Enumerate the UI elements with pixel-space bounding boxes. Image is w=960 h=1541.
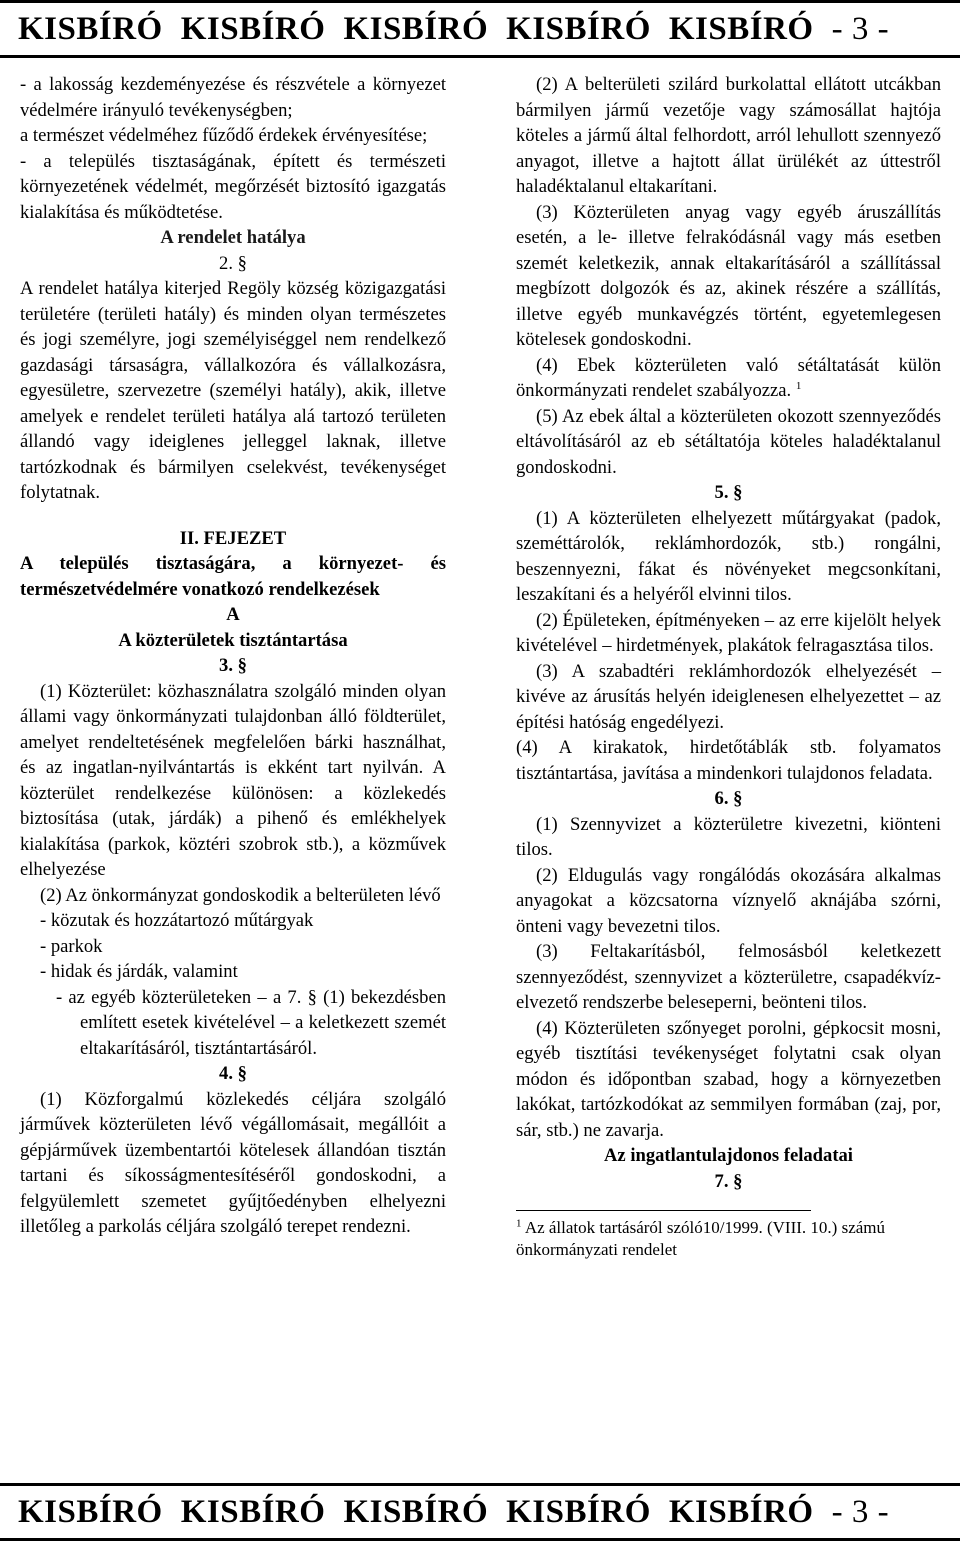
footnote-divider: [516, 1210, 811, 1211]
section-number-6: 6. §: [714, 788, 743, 809]
intro-item: a természet védelméhez fűződő érdekek érvényesítése;: [20, 125, 428, 146]
list-item: - hidak és járdák, valamint: [40, 961, 238, 982]
section-number-7: 7. §: [714, 1170, 743, 1192]
section-5-paragraph-1: (1) A közterületen elhelyezett műtárgyakat (padok, szeméttárolók, reklámhordozók, stb.) rongálni, beszennyezni, fákat és növényeket megcsonkítani, leszakítani és a helyéről elvinni tilos.: [516, 507, 941, 605]
header-banner: [0, 0, 960, 58]
footer-banner: [0, 1483, 960, 1541]
section-6-paragraph-1: (1) Szennyvizet a közterületre kivezetni, kiönteni tilos.: [516, 813, 941, 860]
section-4-paragraph-1: (1) Közforgalmú közlekedés céljára szolgáló járművek közterületen lévő végállomásait, megállóit a gépjárművek üzembentartói kötelesek állandóan tisztán tartani és síkosságmentesítéséről gondoskodni, a felgyülemlett szemetet gyűjtőedényben elhelyezni illetőleg a parkolás céljára szolgáló terepet rendezni.: [20, 1088, 446, 1237]
list-item: - parkok: [40, 935, 103, 957]
section-3-paragraph-2: (2) Az önkormányzat gondoskodik a belterületen lévő: [40, 884, 441, 906]
section-4-paragraph-3: (3) Közterületen anyag vagy egyéb áruszállítás esetén, a le- illetve felrakódásnál vagy más esetben szemét keletkezik, annak eltakarításáról a szállítással megbízott dolgozók és az, akinek részére a szállítás, illetve egyéb munkavégzés történt, egyetemlegesen kötelesek gondoskodni.: [516, 201, 941, 350]
intro-item: - a lakosság kezdeményezése és részvétele a környezet védelmére irányuló tevékenységben;: [20, 74, 446, 121]
chapter-number: II. FEJEZET: [179, 527, 287, 549]
list-item: - közutak és hozzátartozó műtárgyak: [40, 910, 314, 931]
section-number-4: 4. §: [219, 1063, 247, 1084]
footer-word: KISBÍRÓ: [506, 1493, 651, 1530]
section-6-paragraph-4: (4) Közterületen szőnyeget porolni, gépkocsit mosni, egyéb tisztítási tevékenységet folytatni csak olyan módon és időpontban szabad, hogy a környezetben lakókat, tartózkodókat az semmilyen formában (zaj, por, sár, stb.) ne zavarja.: [516, 1017, 941, 1141]
section-6-paragraph-3: (3) Feltakarításból, felmosásból keletkezett szennyeződést, szennyvizet a közterületre, csapadékvíz-elvezető rendszerbe beleseperni, beönteni tilos.: [516, 941, 941, 1013]
footer-page-number: - 3 -: [831, 1493, 890, 1530]
section-5-paragraph-3: (3) A szabadtéri reklámhordozók elhelyezését – kivéve az árusítás helyén ideiglenesen elhelyezettet – az építési hatóság engedélyezi.: [516, 660, 941, 733]
header-word: KISBÍRÓ: [180, 10, 326, 47]
chapter-title: A település tisztaságára, a környezet- és természetvédelmére vonatkozó rendelkezések: [20, 553, 446, 600]
section-4-paragraph-2: (2) A belterületi szilárd burkolattal ellátott utcákban bármilyen jármű vezetője vagy számosállat hajtója köteles a jármű által felhordott, arról lehullott szennyező anyagot, illetve a hajtott állat ürülékét az úttestről haladéktalanul eltakarítani.: [516, 74, 941, 197]
section-number-5: 5. §: [714, 482, 743, 503]
section-4-paragraph-5: (5) Az ebek által a közterületen okozott szennyeződés eltávolításáról az eb sétáltatója köteles haladéktalanul gondoskodni.: [516, 405, 941, 478]
section-3-paragraph-1: (1) Közterület: közhasználatra szolgáló minden olyan állami vagy önkormányzati tulajdonban álló földterület, amelyet rendeltetésének megfelelően bárki használhat, és az ingatlan-nyilvántartás is ekként tart nyilván. A közterület rendelkezése különösen: a közlekedés biztosítása (utak, járdák) a pihenő és emlékhelyek kialakítása (parkok, köztéri szobrok stb.), a közművek elhelyezése: [20, 680, 446, 880]
list-item: - az egyéb közterületeken – a 7. § (1) bekezdésben említett esetek kivételével – a keletkezett szemét eltakarításáról, tisztántartásáról.: [56, 986, 446, 1059]
footnote-number: 1: [516, 1217, 522, 1230]
section-number-2: 2. §: [219, 252, 247, 274]
footer-word: KISBÍRÓ: [343, 1493, 489, 1530]
intro-item: - a település tisztaságának, épített és természeti környezetének védelmét, megőrzését biztosító igazgatás kialakítása és működtetése.: [20, 150, 446, 223]
section-6-paragraph-2: (2) Eldugulás vagy rongálódás okozására alkalmas anyagokat a közcsatorna víznyelő aknájába szórni, önteni vagy bevezetni tilos.: [516, 864, 941, 937]
section-heading-kozteruletek: A közterületek tisztántartása: [118, 629, 348, 651]
header-word: KISBÍRÓ: [343, 10, 489, 47]
left-column: [20, 72, 446, 1240]
header-word: KISBÍRÓ: [506, 10, 651, 47]
footer-word: KISBÍRÓ: [668, 1493, 814, 1530]
section-2-text: A rendelet hatálya kiterjed Regöly község közigazgatási területére (területi hatály) és minden olyan természetes és jogi személyre, jogi személyiséggel nem rendelkező gazdasági társaságra, vállalkozóra és vállalkozásra, egyesületre, szervezetre (személyi hatály), akik, illetve amelyek e rendelet területi hatálya alá tartozó területen állandó vagy ideiglenes jelleggel laknak, illetve tartózkodnak és bármilyen cselekvést, tevékenységet folytatnak.: [20, 278, 446, 503]
section-number-3: 3. §: [219, 655, 247, 676]
right-column: [516, 72, 941, 1261]
footer-word: KISBÍRÓ: [18, 1493, 163, 1530]
section-heading-ingatlantulajdonos: Az ingatlantulajdonos feladatai: [604, 1145, 853, 1166]
section-heading-rendelet-hatalya: A rendelet hatálya: [160, 227, 306, 248]
chapter-letter: A: [226, 604, 240, 625]
header-page-number: - 3 -: [831, 10, 890, 47]
header-word: KISBÍRÓ: [18, 10, 163, 47]
section-4-paragraph-4: [516, 353, 941, 404]
section-5-paragraph-4: (4) A kirakatok, hirdetőtáblák stb. folyamatos tisztántartása, javítása a mindenkori tulajdonos feladata.: [516, 737, 941, 784]
footnote-reference: 1: [795, 379, 802, 392]
footnote-text: Az állatok tartásáról szóló10/1999. (VIII. 10.) számú önkormányzati rendelet: [516, 1218, 886, 1259]
header-word: KISBÍRÓ: [668, 10, 814, 47]
footnote: [516, 1217, 941, 1261]
footer-word: KISBÍRÓ: [180, 1493, 326, 1530]
section-4-paragraph-4-text: (4) Ebek közterületen való sétáltatását külön önkormányzati rendelet szabályozza.: [516, 354, 941, 401]
section-5-paragraph-2: (2) Épületeken, építményeken – az erre kijelölt helyek kivételével – hirdetmények, plakátok felragasztása tilos.: [516, 609, 941, 656]
